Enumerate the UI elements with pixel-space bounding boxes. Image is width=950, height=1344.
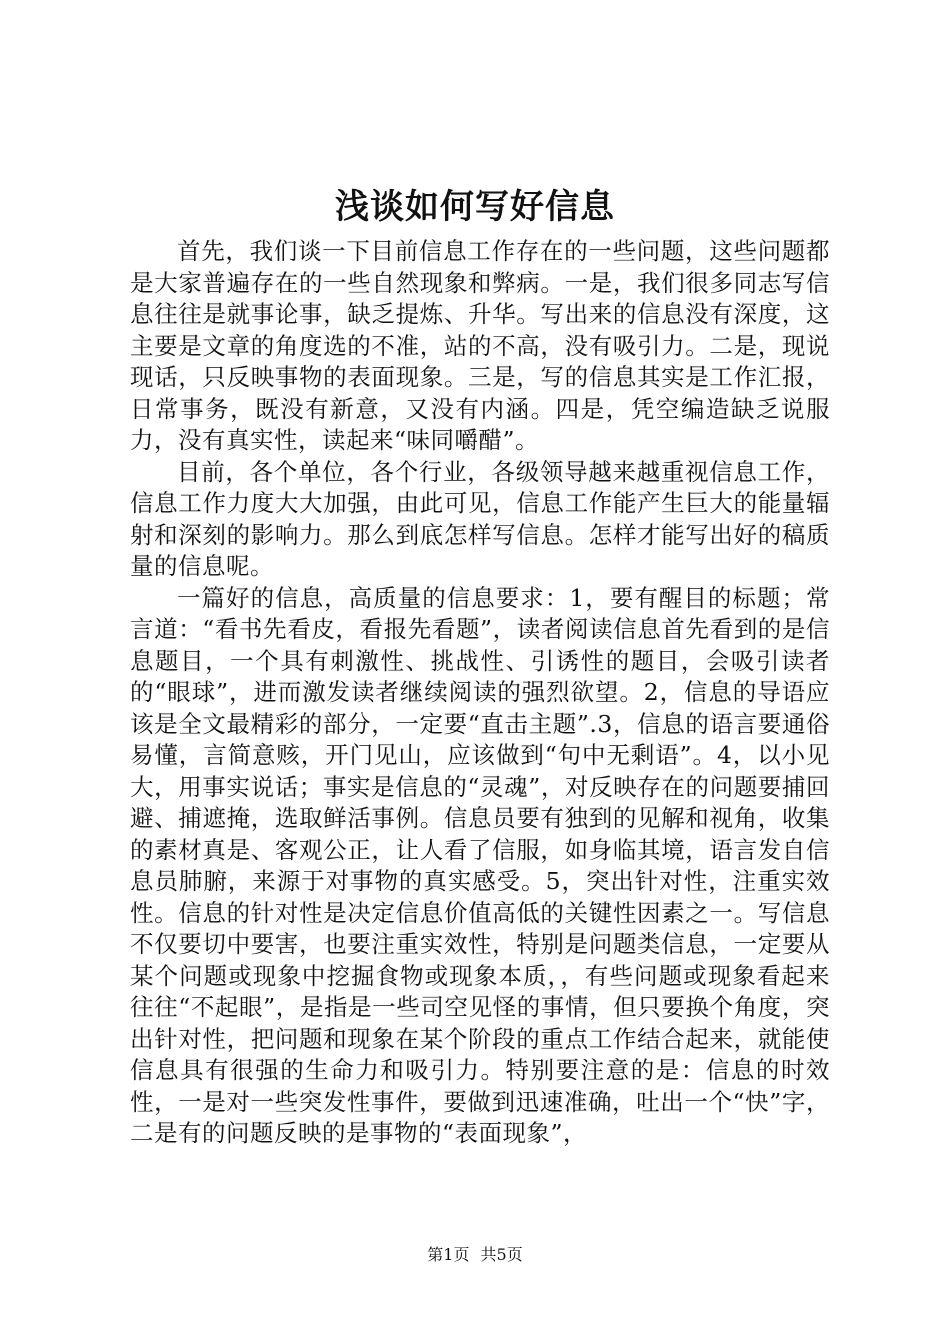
page-number: 第1页 [427,1245,470,1264]
document-title: 浅谈如何写好信息 [335,187,615,227]
page-total: 共5页 [480,1245,523,1264]
paragraph-3: 一篇好的信息，高质量的信息要求：1，要有醒目的标题；常言道：“看书先看皮，看报先看题”，读者阅读信息首先看到的是信息题目，一个具有刺激性、挑战性、引诱性的题目，会吸引读者的“眼球”，进而激发读者继续阅读的强烈欲望。2，信息的导语应该是全文最精彩的部分，一定要“直击主题”.3，信息的语言要通俗易懂，言简意赅，开门见山，应该做到“句中无剩语”。4，以小见大，用事实说话；事实是信息的“灵魂”，对反映存在的问题要捕回避、捕遮掩，选取鲜活事例。信息员要有独到的见解和视角，收集的素材真是、客观公正，让人看了信服，如身临其境，语言发自信息员肺腑，来源于对事物的真实感受。5，突出针对性，注重实效性。信息的针对性是决定信息价值高低的关键性因素之一。写信息不仅要切中要害，也要注重实效性，特别是问题类信息，一定要从某个问题或现象中挖掘食物或现象本质，，有些问题或现象看起来往往“不起眼”，是指是一些司空见怪的事情，但只要换个角度，突出针对性，把问题和现象在某个阶段的重点工作结合起来，就能使信息具有很强的生命力和吸引力。特别要注意的是：信息的时效性，一是对一些突发性事件，要做到迅速准确，吐出一个“快”字，二是有的问题反映的是事物的“表面现象”， [130,583,830,1147]
paragraph-2: 目前，各个单位，各个行业，各级领导越来越重视信息工作，信息工作力度大大加强，由此可见，信息工作能产生巨大的能量辐射和深刻的影响力。那么到底怎样写信息。怎样才能写出好的稿质量的信息呢。 [130,457,830,580]
paragraph-1: 首先，我们谈一下目前信息工作存在的一些问题，这些问题都是大家普遍存在的一些自然现象和弊病。一是，我们很多同志写信息往往是就事论事，缺乏提炼、升华。写出来的信息没有深度，这主要是文章的角度选的不准，站的不高，没有吸引力。二是，现说现话，只反映事物的表面现象。三是，写的信息其实是工作汇报，日常事务，既没有新意，又没有内涵。四是，凭空编造缺乏说服力，没有真实性，读起来“味同嚼醋”。 [130,237,830,454]
document-body [130,236,830,1150]
page-footer [0,1244,950,1266]
